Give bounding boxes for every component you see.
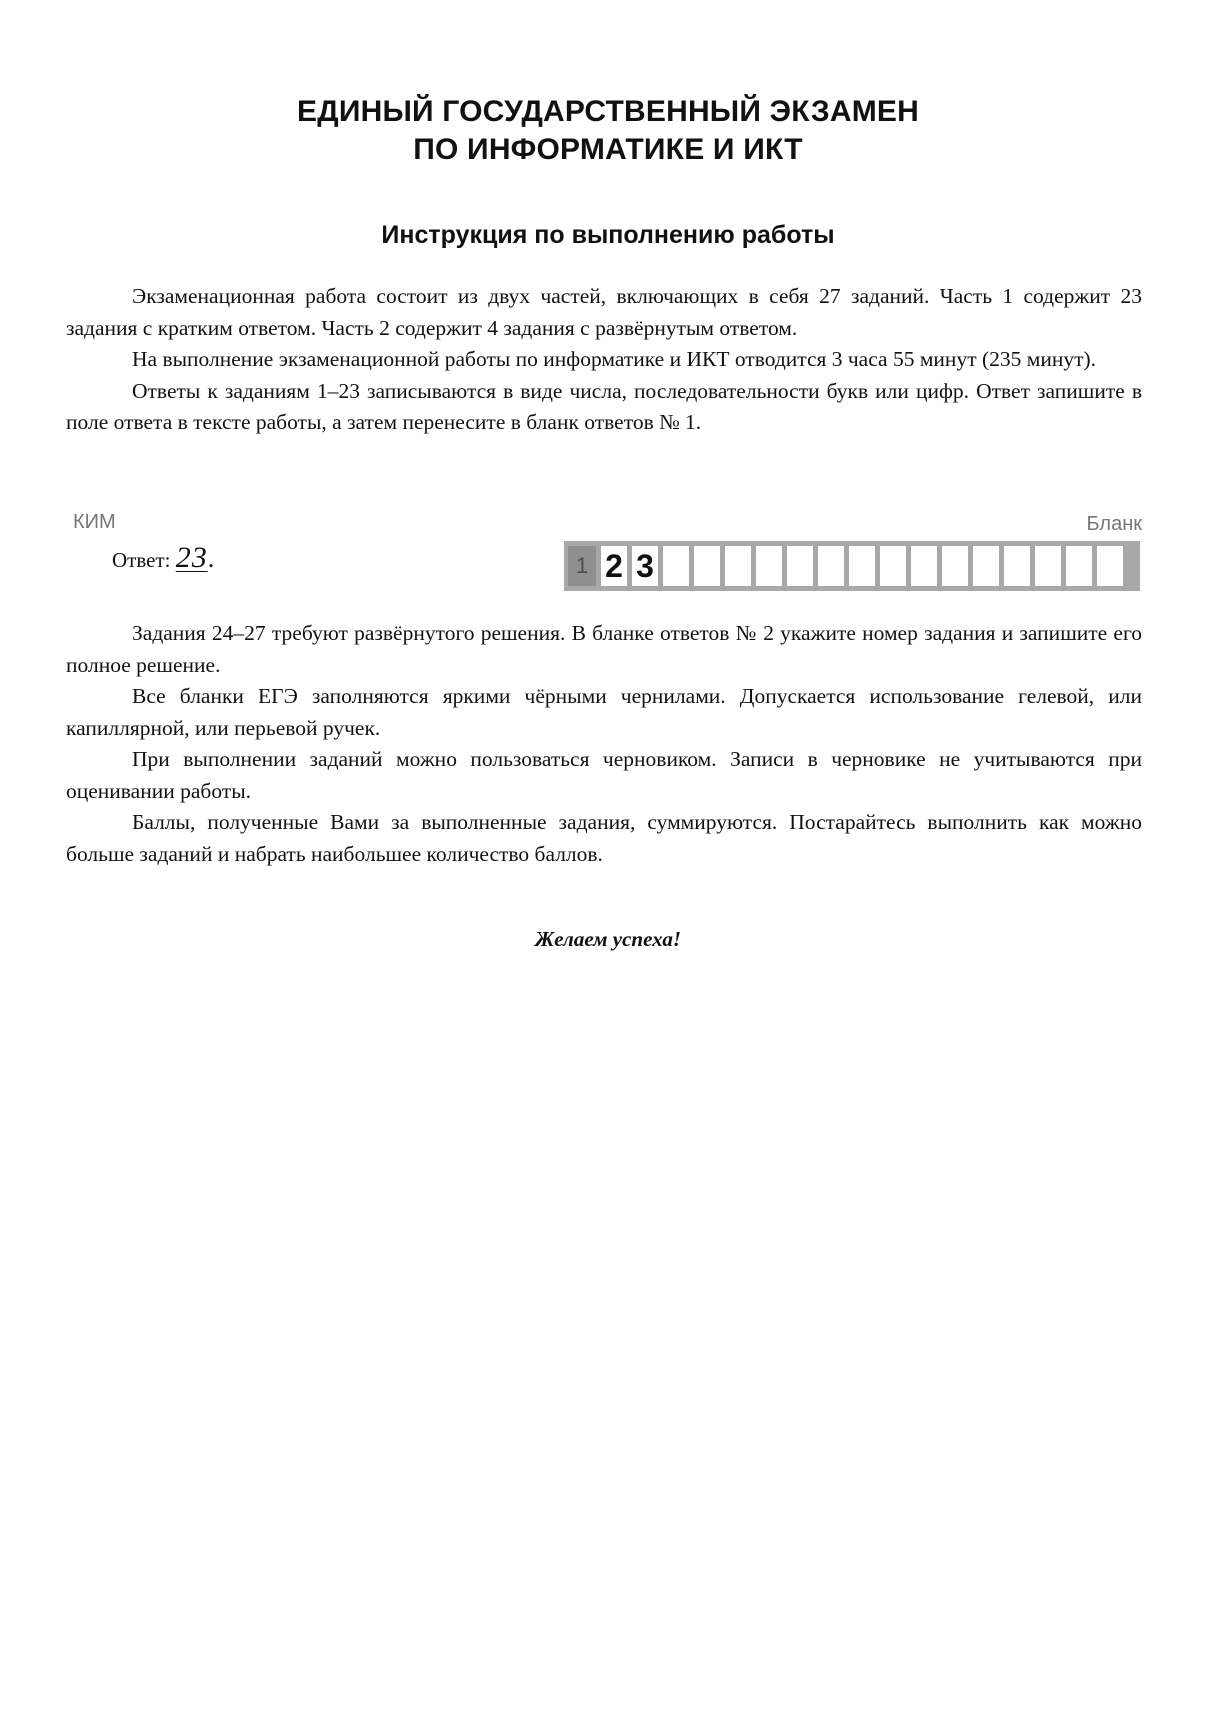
kim-label: КИМ (73, 511, 116, 533)
title-line-2: ПО ИНФОРМАТИКЕ И ИКТ (413, 133, 803, 166)
paragraph: На выполнение экзаменационной работы по информатике и ИКТ отводится 3 часа 55 минут (235 минут). (132, 347, 1097, 371)
grid-cell (787, 546, 813, 586)
grid-cell (880, 546, 906, 586)
paragraph: Баллы, полученные Вами за выполненные задания, суммируются. Постарайтесь выполнить как можно больше заданий и набрать наибольшее количество баллов. (66, 810, 1142, 866)
example-answer-line (112, 540, 214, 578)
paragraph: Все бланки ЕГЭ заполняются яркими чёрными чернилами. Допускается использование гелевой, или капиллярной, или перьевой ручек. (66, 684, 1142, 740)
blank-label: Бланк (1086, 513, 1142, 535)
grid-cell (849, 546, 875, 586)
grid-cell (694, 546, 720, 586)
paragraph: Ответы к заданиям 1–23 записываются в виде числа, последовательности букв или цифр. Ответ запишите в поле ответа в тексте работы, а затем перенесите в бланк ответов № 1. (66, 378, 1142, 434)
answer-suffix: . (207, 544, 215, 573)
answer-prefix: Ответ: (112, 548, 171, 572)
grid-cell (1097, 546, 1123, 586)
grid-cell (1066, 546, 1092, 586)
closing-wish: Желаем успеха! (534, 927, 682, 951)
grid-cell (756, 546, 782, 586)
grid-cell (818, 546, 844, 586)
grid-cell: 2 (601, 546, 627, 586)
grid-cell (1004, 546, 1030, 586)
instructions-heading: Инструкция по выполнению работы (381, 221, 835, 249)
rules-text (66, 618, 1142, 870)
grid-cell (663, 546, 689, 586)
grid-cell (725, 546, 751, 586)
title-line-1: ЕДИНЫЙ ГОСУДАРСТВЕННЫЙ ЭКЗАМЕН (297, 95, 919, 128)
page-title (0, 93, 1216, 169)
grid-cell (942, 546, 968, 586)
grid-cell (1035, 546, 1061, 586)
paragraph: При выполнении заданий можно пользоваться черновиком. Записи в черновике не учитываются при оценивании работы. (66, 747, 1142, 803)
grid-cell: 3 (632, 546, 658, 586)
intro-text (66, 281, 1142, 439)
answer-form-grid (564, 541, 1140, 591)
grid-cell (973, 546, 999, 586)
grid-cell (911, 546, 937, 586)
answer-value: 23 (175, 541, 208, 574)
paragraph: Задания 24–27 требуют развёрнутого решения. В бланке ответов № 2 укажите номер задания и запишите его полное решение. (66, 621, 1142, 677)
grid-task-number: 1 (568, 546, 596, 586)
paragraph: Экзаменационная работа состоит из двух частей, включающих в себя 27 заданий. Часть 1 содержит 23 задания с кратким ответом. Часть 2 содержит 4 задания с развёрнутым ответом. (66, 284, 1142, 340)
